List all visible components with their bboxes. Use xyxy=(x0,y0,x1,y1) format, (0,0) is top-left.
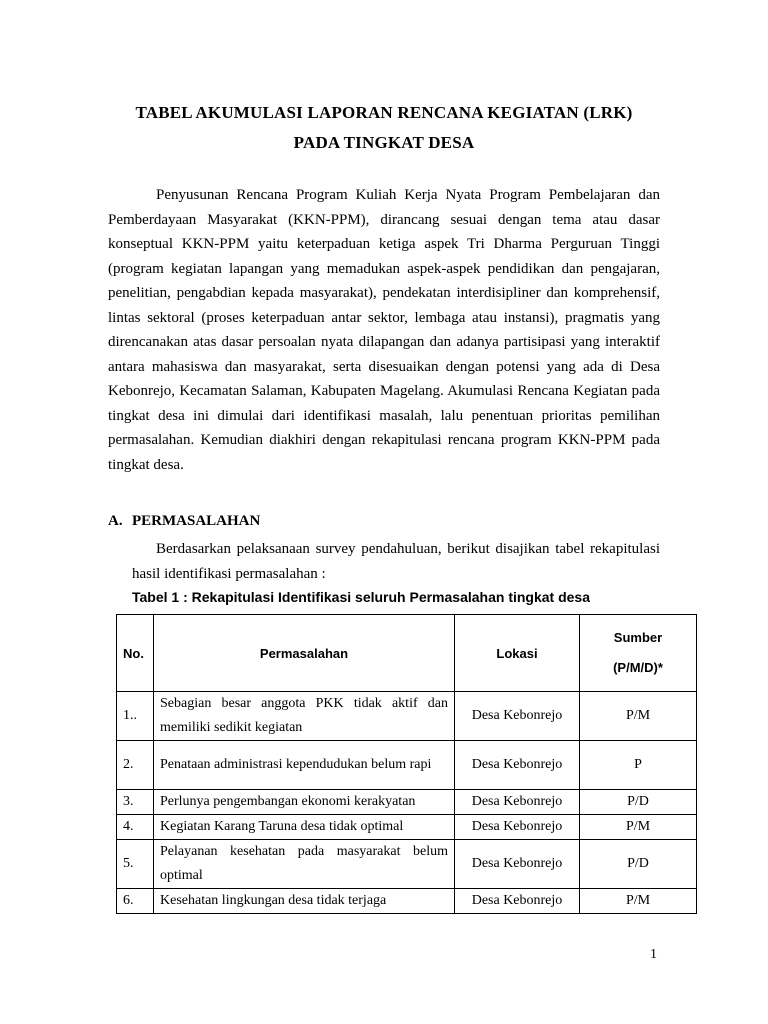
table-row xyxy=(117,840,697,889)
row-no: 3. xyxy=(117,790,154,815)
page-number: 1 xyxy=(650,947,657,962)
row-location: Desa Kebonrejo xyxy=(455,741,580,790)
table-row xyxy=(117,790,697,815)
row-no: 1.. xyxy=(117,692,154,741)
header-source xyxy=(580,615,697,692)
row-no: 2. xyxy=(117,741,154,790)
header-source-line1: Sumber xyxy=(613,630,663,645)
document-title-line2: PADA TINGKAT DESA xyxy=(293,133,475,152)
row-problem: Perlunya pengembangan ekonomi kerakyatan xyxy=(154,790,455,815)
row-source: P/D xyxy=(580,790,697,815)
header-source-line2: (P/M/D)* xyxy=(613,660,663,675)
header-no: No. xyxy=(117,615,154,692)
row-location: Desa Kebonrejo xyxy=(455,790,580,815)
row-problem: Sebagian besar anggota PKK tidak aktif dan memiliki sedikit kegiatan xyxy=(154,692,455,741)
table-row xyxy=(117,692,697,741)
table-row xyxy=(117,741,697,790)
document-title-line1: TABEL AKUMULASI LAPORAN RENCANA KEGIATAN (LRK) xyxy=(135,103,633,122)
row-location: Desa Kebonrejo xyxy=(455,889,580,914)
row-source: P/D xyxy=(580,840,697,889)
row-location: Desa Kebonrejo xyxy=(455,815,580,840)
table-header-row xyxy=(117,615,697,692)
row-source: P/M xyxy=(580,889,697,914)
row-no: 4. xyxy=(117,815,154,840)
row-location: Desa Kebonrejo xyxy=(455,840,580,889)
row-location: Desa Kebonrejo xyxy=(455,692,580,741)
row-source: P xyxy=(580,741,697,790)
header-location: Lokasi xyxy=(455,615,580,692)
section-letter: A. xyxy=(108,513,123,529)
row-source: P/M xyxy=(580,692,697,741)
section-heading xyxy=(108,513,260,530)
problems-table xyxy=(116,614,697,914)
table-caption: Tabel 1 : Rekapitulasi Identifikasi seluruh Permasalahan tingkat desa xyxy=(132,589,591,605)
row-problem: Pelayanan kesehatan pada masyarakat belum optimal xyxy=(154,840,455,889)
header-problem: Permasalahan xyxy=(154,615,455,692)
row-no: 6. xyxy=(117,889,154,914)
row-problem: Kesehatan lingkungan desa tidak terjaga xyxy=(154,889,455,914)
row-source: P/M xyxy=(580,815,697,840)
section-title: PERMASALAHAN xyxy=(132,513,261,529)
row-problem: Kegiatan Karang Taruna desa tidak optimal xyxy=(154,815,455,840)
row-problem: Penataan administrasi kependudukan belum rapi xyxy=(154,741,455,790)
section-paragraph: Berdasarkan pelaksanaan survey pendahuluan, berikut disajikan tabel rekapitulasi hasil identifikasi permasalahan : xyxy=(132,541,660,582)
row-no: 5. xyxy=(117,840,154,889)
table-row xyxy=(117,815,697,840)
table-row xyxy=(117,889,697,914)
intro-paragraph: Penyusunan Rencana Program Kuliah Kerja Nyata Program Pembelajaran dan Pemberdayaan Masyarakat (KKN-PPM), dirancang sesuai dengan tema atau dasar konseptual KKN-PPM yaitu keterpaduan ketiga aspek Tri Dharma Perguruan Tinggi (program kegiatan lapangan yang memadukan aspek-aspek pendidikan dan pengajaran, penelitian, pengabdian kepada masyarakat), pendekatan interdisipliner dan komprehensif, lintas sektoral (proses keterpaduan antar sektor, lembaga atau instansi), pragmatis yang direncanakan atas dasar persoalan nyata dilapangan dan adanya partisipasi yang interaktif antara mahasiswa dan masyarakat, serta disesuaikan dengan potensi yang ada di Desa Kebonrejo, Kecamatan Salaman, Kabupaten Magelang. Akumulasi Rencana Kegiatan pada tingkat desa ini dimulai dari identifikasi masalah, lalu penentuan prioritas pemilihan permasalahan. Kemudian diakhiri dengan rekapitulasi rencana program KKN-PPM pada tingkat desa. xyxy=(108,187,660,473)
